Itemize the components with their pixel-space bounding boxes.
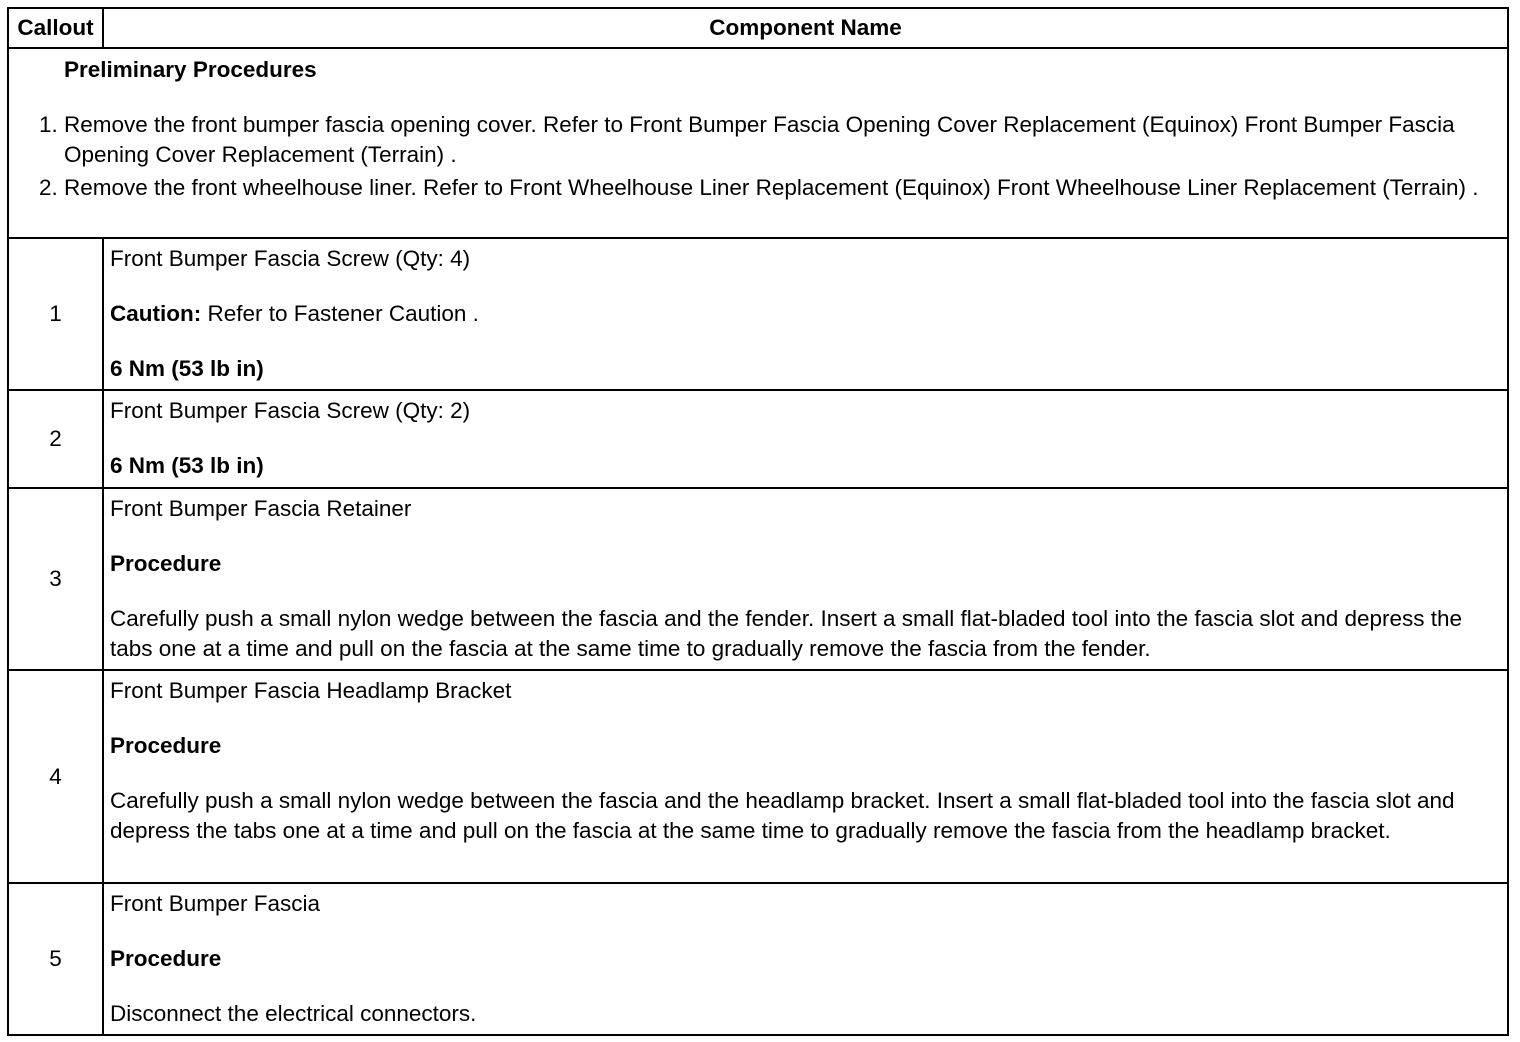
caution-note <box>110 299 1507 329</box>
torque-spec: 6 Nm (53 lb in) <box>110 356 264 381</box>
component-cell <box>103 883 1508 1035</box>
procedure-label: Procedure <box>110 733 222 758</box>
table-row <box>8 670 1508 883</box>
component-name: Front Bumper Fascia Screw (Qty: 2) <box>110 398 471 423</box>
component-cell <box>103 238 1508 390</box>
callout-number: 5 <box>8 883 103 1035</box>
component-name: Front Bumper Fascia Headlamp Bracket <box>110 678 512 703</box>
component-cell <box>103 390 1508 488</box>
procedure-label: Procedure <box>110 946 222 971</box>
table-row <box>8 488 1508 670</box>
header-row <box>8 8 1508 48</box>
table-row <box>8 238 1508 390</box>
component-cell <box>103 670 1508 883</box>
header-callout: Callout <box>8 8 103 48</box>
preliminary-steps <box>29 110 1487 203</box>
torque-spec: 6 Nm (53 lb in) <box>110 453 264 478</box>
procedure-text: Carefully push a small nylon wedge between the fascia and the headlamp bracket. Insert a small flat-bladed tool into the fascia slot and depress the tabs one at a time and pull on the fascia at the same time to gradually remove the fascia from the headlamp bracket. <box>110 788 1455 843</box>
callout-number: 1 <box>8 238 103 390</box>
callout-number: 2 <box>8 390 103 488</box>
procedure-text: Disconnect the electrical connectors. <box>110 1001 477 1026</box>
callout-table <box>7 7 1509 1036</box>
component-cell <box>103 488 1508 670</box>
preliminary-row <box>8 48 1508 238</box>
component-name: Front Bumper Fascia Screw (Qty: 4) <box>110 246 471 271</box>
caution-text: Refer to Fastener Caution . <box>201 301 479 326</box>
preliminary-step: 2. Remove the front wheelhouse liner. Refer to Front Wheelhouse Liner Replacement (Equinox) Front Wheelhouse Liner Replacement (Terrain) . <box>64 173 1487 203</box>
component-name: Front Bumper Fascia <box>110 891 321 916</box>
callout-number: 3 <box>8 488 103 670</box>
header-component-name: Component Name <box>103 8 1508 48</box>
preliminary-cell <box>8 48 1508 238</box>
callout-number: 4 <box>8 670 103 883</box>
caution-label: Caution: <box>110 301 202 326</box>
table-row <box>8 390 1508 488</box>
table-row <box>8 883 1508 1035</box>
procedure-text: Carefully push a small nylon wedge between the fascia and the fender. Insert a small flat-bladed tool into the fascia slot and depress the tabs one at a time and pull on the fascia at the same time to gradually remove the fascia from the fender. <box>110 606 1463 661</box>
component-name: Front Bumper Fascia Retainer <box>110 496 412 521</box>
preliminary-title: Preliminary Procedures <box>64 57 317 82</box>
preliminary-step: 1. Remove the front bumper fascia opening cover. Refer to Front Bumper Fascia Opening Cover Replacement (Equinox) Front Bumper Fascia Opening Cover Replacement (Terrain) . <box>64 110 1487 170</box>
procedure-label: Procedure <box>110 551 222 576</box>
